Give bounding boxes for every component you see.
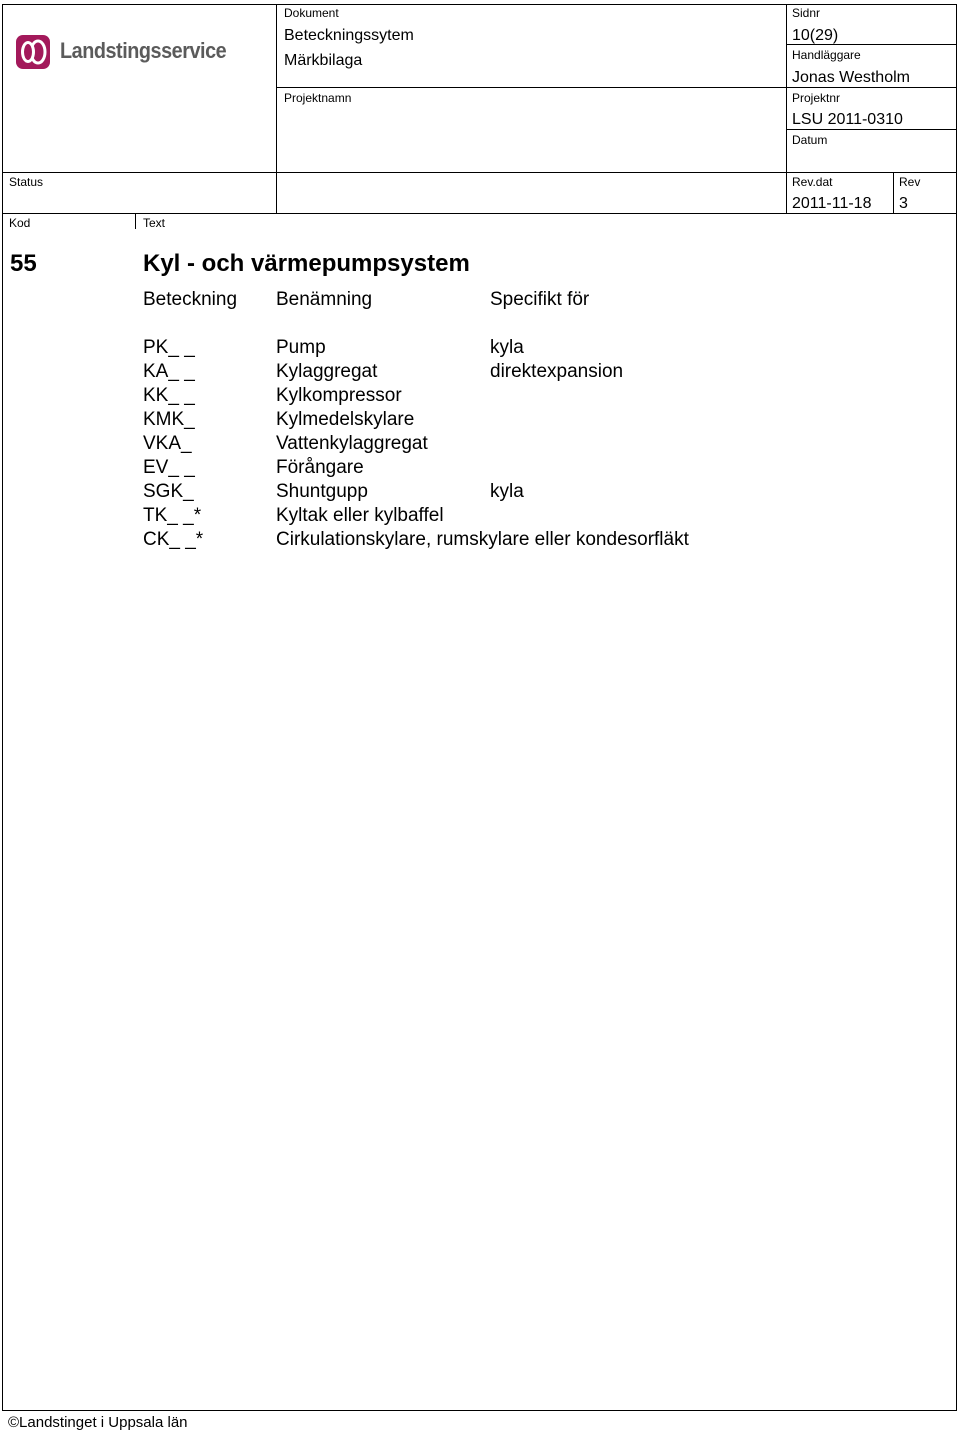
logo-text: Landstingsservice (60, 38, 227, 63)
divider (786, 129, 957, 130)
datum-label: Datum (792, 133, 828, 147)
table-row-code: EV_ _ (143, 457, 195, 478)
status-label: Status (9, 175, 44, 189)
sidnr-label: Sidnr (792, 6, 821, 20)
dokument-label: Dokument (284, 6, 339, 20)
table-row-name: Kylkompressor (276, 385, 402, 406)
sidnr-value: 10(29) (792, 27, 839, 44)
column-header-beteckning: Beteckning (143, 289, 238, 310)
projektnamn-label: Projektnamn (284, 91, 352, 105)
copyright-footer: ©Landstinget i Uppsala län (8, 1414, 188, 1431)
divider (135, 213, 136, 229)
column-header-benamning: Benämning (276, 289, 373, 310)
dokument-title: Beteckningssytem (284, 27, 414, 44)
table-row-code: SGK_ (143, 481, 194, 502)
handlaggare-value: Jonas Westholm (792, 69, 910, 86)
table-row-code: CK_ _* (143, 529, 204, 550)
divider (2, 213, 957, 214)
projektnr-label: Projektnr (792, 91, 841, 105)
kod-label: Kod (9, 216, 31, 230)
table-row-code: VKA_ (143, 433, 192, 454)
table-row-spec: kyla (490, 337, 524, 358)
table-row-name: Shuntgupp (276, 481, 368, 502)
projektnr-value: LSU 2011-0310 (792, 111, 903, 128)
handlaggare-label: Handläggare (792, 48, 861, 62)
table-row-code: KA_ _ (143, 361, 195, 382)
table-row-spec: kyla (490, 481, 524, 502)
table-row-name: Kylmedelskylare (276, 409, 415, 430)
table-row-code: TK_ _* (143, 505, 202, 526)
section-title: Kyl - och värmepumpsystem (143, 250, 470, 277)
table-row-name: Pump (276, 337, 326, 358)
text-label: Text (143, 216, 166, 230)
rev-label: Rev (899, 175, 921, 189)
table-row-code: KK_ _ (143, 385, 195, 406)
table-row-name: Kylaggregat (276, 361, 378, 382)
section-code: 55 (10, 250, 37, 277)
divider (786, 4, 787, 213)
divider (2, 172, 957, 173)
rev-value: 3 (899, 195, 908, 212)
table-row-spec: direktexpansion (490, 361, 624, 382)
column-header-specifikt: Specifikt för (490, 289, 590, 310)
table-row-code: PK_ _ (143, 337, 195, 358)
divider (276, 4, 277, 213)
table-row-code: KMK_ (143, 409, 195, 430)
table-row-name: Cirkulationskylare, rumskylare eller kondesorfläkt (276, 529, 689, 550)
table-row-name: Vattenkylaggregat (276, 433, 428, 454)
dokument-subtitle: Märkbilaga (284, 52, 363, 69)
table-row-name: Kyltak eller kylbaffel (276, 505, 444, 526)
table-row-name: Förångare (276, 457, 364, 478)
revdat-label: Rev.dat (792, 175, 833, 189)
divider (277, 87, 957, 88)
divider (893, 172, 894, 213)
revdat-value: 2011-11-18 (792, 195, 872, 212)
logo-mark-icon (14, 32, 54, 72)
